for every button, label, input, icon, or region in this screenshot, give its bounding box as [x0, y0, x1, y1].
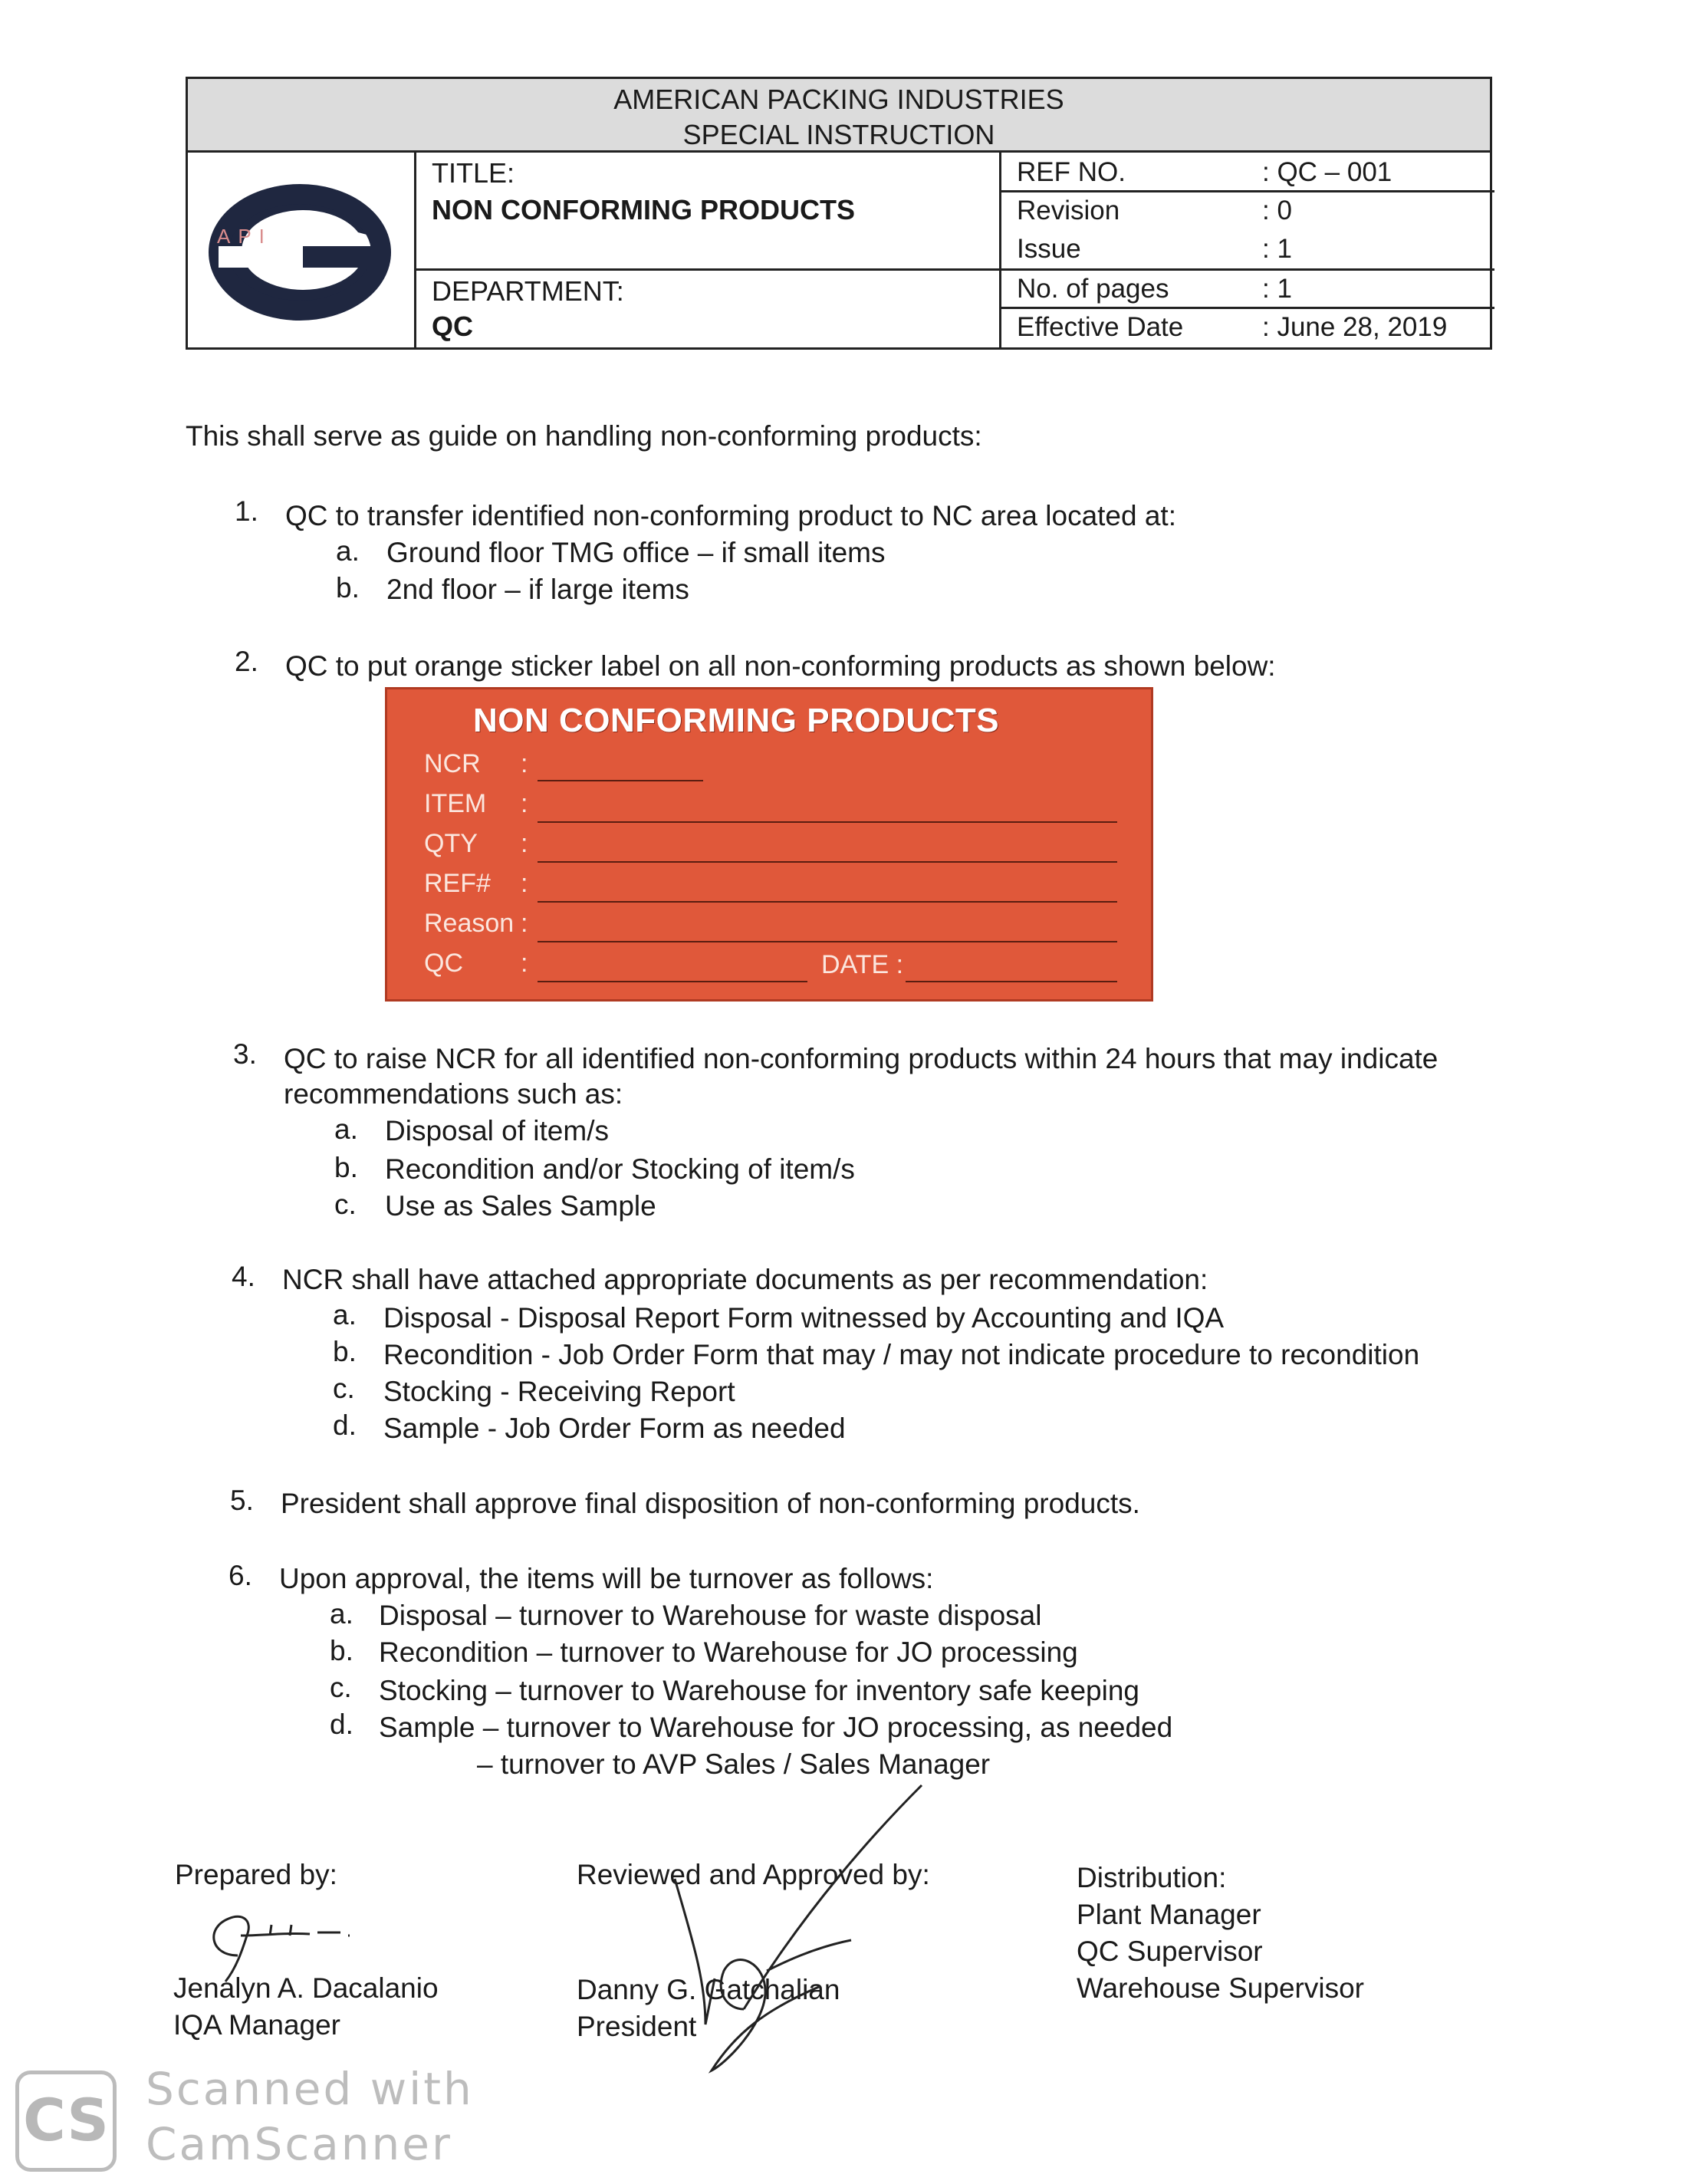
item-text: President shall approve final disposition of non-conforming products.: [281, 1488, 1140, 1519]
department-value: QC: [432, 311, 473, 342]
ref-row: [1001, 192, 1494, 271]
sticker-field-label: QTY: [424, 829, 478, 858]
sub-text: Disposal – turnover to Warehouse for waste disposal: [379, 1600, 1042, 1631]
company-logo: [188, 153, 416, 347]
ref-key: Effective Date: [1017, 312, 1184, 342]
sub-text: Recondition and/or Stocking of item/s: [385, 1153, 855, 1185]
item-text: Upon approval, the items will be turnover as follows:: [279, 1563, 934, 1594]
sub-text: Sample – turnover to Warehouse for JO processing, as needed: [379, 1712, 1173, 1743]
camscanner-logo-icon: CS: [15, 2071, 117, 2172]
distribution-item: QC Supervisor: [1077, 1936, 1263, 1967]
item-number: 4.: [232, 1261, 255, 1292]
ref-key: Revision: [1017, 196, 1120, 225]
distribution-label: Distribution:: [1077, 1862, 1227, 1893]
prepared-by-role: IQA Manager: [173, 2009, 341, 2041]
sticker-colon: :: [521, 829, 528, 858]
watermark-line2: CamScanner: [146, 2118, 452, 2170]
reviewed-by-label: Reviewed and Approved by:: [577, 1859, 930, 1890]
sub-text: Disposal - Disposal Report Form witnessed by Accounting and IQA: [383, 1302, 1225, 1334]
ref-key: Issue: [1017, 234, 1081, 264]
ref-key: REF NO.: [1017, 157, 1126, 187]
intro-text: This shall serve as guide on handling non-conforming products:: [186, 420, 982, 452]
sticker-colon: :: [521, 789, 528, 818]
sticker-field-label: ITEM: [424, 789, 487, 818]
item-number: 3.: [233, 1038, 257, 1070]
sub-letter: b.: [330, 1635, 353, 1666]
sub-letter: a.: [336, 535, 360, 567]
sticker-blank-line: [538, 981, 807, 982]
ref-row: [1001, 309, 1494, 347]
distribution-item: Warehouse Supervisor: [1077, 1972, 1364, 2004]
ref-value: : 0: [1262, 196, 1292, 225]
sub-letter: a.: [333, 1299, 357, 1330]
sub-text: Disposal of item/s: [385, 1115, 609, 1146]
sub-letter: d.: [330, 1709, 353, 1740]
sticker-blank-line: [538, 821, 1117, 823]
item-text: QC to raise NCR for all identified non-conforming products within 24 hours that may indicate: [284, 1043, 1438, 1074]
watermark-line1: Scanned with: [146, 2063, 474, 2115]
document-type: SPECIAL INSTRUCTION: [682, 119, 995, 150]
sticker-colon: :: [521, 749, 528, 778]
sub-text: Stocking - Receiving Report: [383, 1376, 735, 1407]
ref-value: : June 28, 2019: [1262, 312, 1448, 342]
logo-text: API: [217, 225, 272, 248]
title-label: TITLE:: [432, 157, 515, 189]
president-signature: [629, 1779, 951, 2078]
sub-letter: d.: [333, 1409, 357, 1441]
sticker-field-label: REF#: [424, 869, 491, 898]
item-number: 6.: [229, 1560, 252, 1591]
sticker-field-label: QC: [424, 949, 463, 978]
item-number: 1.: [235, 495, 258, 527]
sub-letter: b.: [333, 1336, 357, 1367]
prepared-by-name: Jenalyn A. Dacalanio: [173, 1972, 439, 2004]
logo-g-icon: [188, 153, 412, 344]
distribution-item: Plant Manager: [1077, 1899, 1261, 1930]
sub-text: Ground floor TMG office – if small items: [386, 537, 886, 568]
title-section: [416, 153, 999, 347]
document-header: [186, 77, 1492, 350]
item-text-continued: recommendations such as:: [284, 1078, 623, 1110]
sub-letter: b.: [334, 1152, 358, 1183]
sticker-blank-line: [538, 941, 1117, 942]
nc-sticker-label: [385, 687, 1153, 1002]
sub-letter: a.: [334, 1113, 358, 1145]
sticker-colon: :: [521, 909, 528, 938]
sub-text-continued: – turnover to AVP Sales / Sales Manager: [477, 1748, 991, 1780]
ref-value: : 1: [1262, 234, 1292, 264]
sticker-field-label: Reason: [424, 909, 515, 938]
department-label: DEPARTMENT:: [432, 275, 624, 307]
sub-letter: c.: [334, 1189, 357, 1220]
sticker-date-label: DATE :: [821, 950, 904, 979]
sub-text: 2nd floor – if large items: [386, 574, 689, 605]
item-text: NCR shall have attached appropriate documents as per recommendation:: [282, 1264, 1208, 1295]
company-name: AMERICAN PACKING INDUSTRIES: [613, 84, 1064, 115]
item-text: QC to transfer identified non-conforming product to NC area located at:: [285, 500, 1176, 531]
ref-row: [1001, 153, 1494, 192]
prepared-by-label: Prepared by:: [175, 1859, 337, 1890]
sticker-field-label: NCR: [424, 749, 481, 778]
sticker-blank-line: [538, 780, 703, 781]
reviewed-by-name: Danny G. Gatchalian: [577, 1974, 840, 2005]
reference-table: [999, 153, 1494, 347]
sub-letter: a.: [330, 1598, 353, 1630]
item-number: 5.: [230, 1485, 254, 1516]
ref-key: No. of pages: [1017, 274, 1169, 304]
item-text: QC to put orange sticker label on all non-conforming products as shown below:: [285, 650, 1276, 682]
sticker-colon: :: [521, 869, 528, 898]
sticker-blank-line: [906, 981, 1117, 982]
sticker-title: NON CONFORMING PRODUCTS: [473, 702, 1000, 739]
sub-text: Recondition – turnover to Warehouse for JO processing: [379, 1636, 1078, 1668]
header-banner: [188, 79, 1490, 153]
sub-letter: b.: [336, 572, 360, 604]
sub-text: Sample - Job Order Form as needed: [383, 1413, 846, 1444]
sub-text: Stocking – turnover to Warehouse for inventory safe keeping: [379, 1675, 1140, 1706]
sub-text: Use as Sales Sample: [385, 1190, 656, 1222]
title-cell: [416, 153, 999, 271]
sticker-blank-line: [538, 901, 1117, 903]
ref-value: : 1: [1262, 274, 1292, 304]
ref-row: [1001, 271, 1494, 309]
sticker-blank-line: [538, 861, 1117, 863]
sub-letter: c.: [333, 1373, 355, 1404]
item-number: 2.: [235, 646, 258, 677]
title-value: NON CONFORMING PRODUCTS: [432, 194, 855, 225]
reviewed-by-role: President: [577, 2011, 697, 2042]
sticker-colon: :: [521, 949, 528, 978]
ref-value: : QC – 001: [1262, 157, 1392, 187]
sub-text: Recondition - Job Order Form that may / may not indicate procedure to recondition: [383, 1339, 1420, 1370]
sub-letter: c.: [330, 1672, 352, 1703]
